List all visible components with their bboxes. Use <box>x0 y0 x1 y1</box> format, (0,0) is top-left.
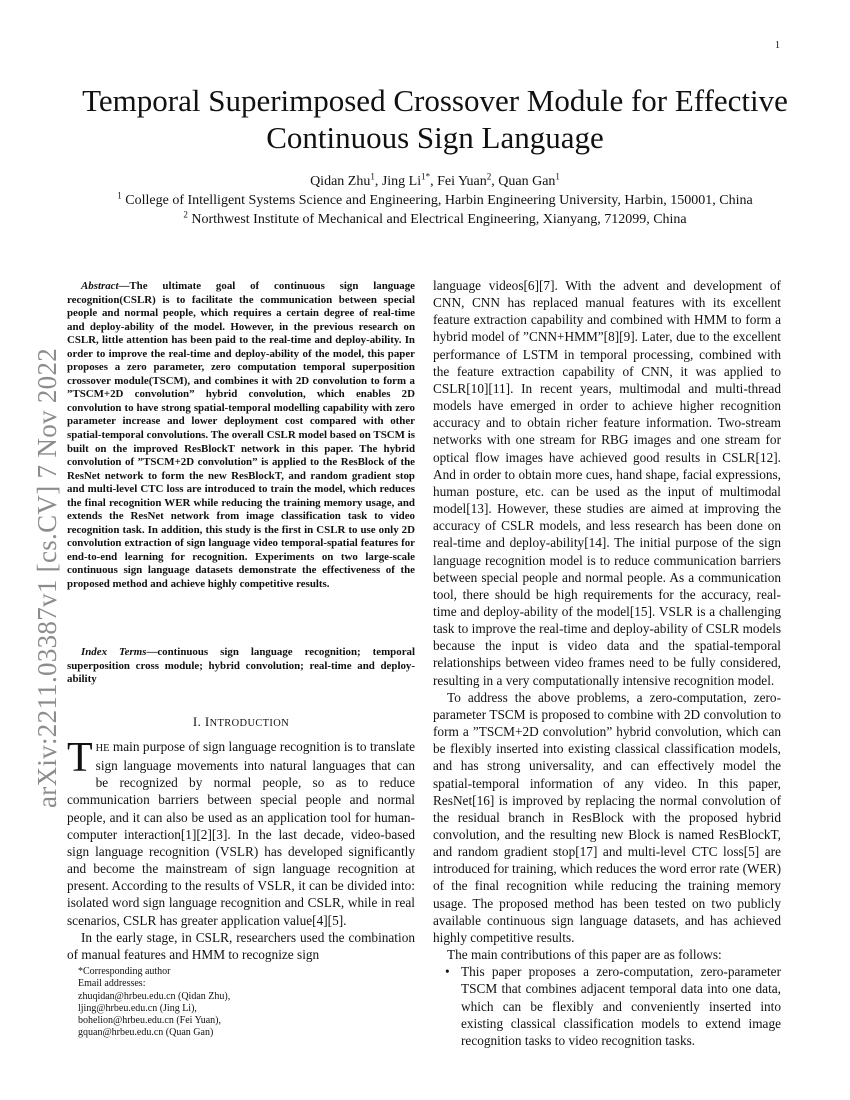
abstract-label: Abstract <box>81 280 119 292</box>
author-name: Quan Gan <box>498 174 556 189</box>
index-terms <box>67 646 415 687</box>
introduction-body <box>67 735 415 963</box>
corresponding-author-note: *Corresponding author <box>78 966 171 977</box>
section-heading <box>67 714 415 730</box>
body-paragraph: To address the above problems, a zero-computation, zero-parameter TSCM is proposed to combine with 2D convolution to form a ”TSCM+2D convolution” hybrid convolution, which can be flexibly inserted into existing classical classification models, and has strong universality, and can effectively model the spatial-temporal information of any video. In this paper, ResNet[16] is improved by replacing the normal convolution of the residual branch in ResBlock with the proposed hybrid convolution, and the resulting new Block is named ResBlockT, and random gradient stop[17] and multi-level CTC loss[5] are introduced for training, which reduces the word error rate (WER) of the final recognition while reducing the training memory usage. The proposed method has been tested on two publicly available continuous sign language datasets, and has achieved highly competitive results. <box>433 689 781 945</box>
email-entry: ljing@hrbeu.edu.cn (Jing Li), <box>78 1002 197 1014</box>
index-terms-text: —continuous sign language recognition; temporal superposition cross module; hybrid convolution; real-time and deploy-ability <box>67 646 415 686</box>
intro-paragraph: In the early stage, in CSLR, researchers used the combination of manual features and HMM to recognize sign <box>67 929 415 962</box>
paper-title: Temporal Superimposed Crossover Module for Effective Continuous Sign Language <box>82 83 788 155</box>
affiliation <box>40 190 830 209</box>
footnote <box>78 966 230 1040</box>
abstract <box>67 280 415 592</box>
intro-paragraph: main purpose of sign language recognition is to translate sign language movements into natural languages that can be recognized by normal people, so as to reduce communication barriers between special people and normal people, and it can also be used as an application tool for human-computer interaction[1][2][3]. In the last decade, video-based sign language recognition (VSLR) has developed significantly and become the mainstream of sign language recognition at present. According to the results of VSLR, it can be divided into: isolated word sign language recognition and CSLR, while in real scenarios, CSLR has greater application value[4][5]. <box>67 739 415 928</box>
body-paragraph: language videos[6][7]. With the advent and development of CNN, CNN has replaced manual features with its excellent feature extraction capability and combined with HMM to form a hybrid model of ”CNN+HMM”[8][9]. Later, due to the excellent performance of LSTM in temporal processing, combined with the feature extraction capability of CNN, it was applied to CSLR[10][11]. In recent years, multimodal and multi-thread models have emerged in order to achieve higher recognition accuracy and to obtain richer feature information. Two-stream networks with one stream for RBG images and one stream for optical flow images have achieved good results in CSLR[12]. And in order to obtain more cues, hand shape, facial expressions, human posture, etc. can be used as the input of multimodal model[13]. However, these studies are aimed at improving the accuracy of CSLR models, and less research has been done on real-time and deploy-ability[14]. The initial purpose of the sign language recognition model is to reduce communication barriers between special people and normal people. As a communication tool, there should be high requirements for the accuracy, real-time and deploy-ability of the model[15]. VSLR is a challenging task to improve the real-time and deploy-ability of CSLR models because the input is video data and the spatial-temporal relationships between video frames need to be fully considered, resulting in a very computationally intensive recognition model. <box>433 278 781 688</box>
index-terms-label: Index Terms <box>81 646 147 658</box>
arxiv-stamp: arXiv:2211.03387v1 [cs.CV] 7 Nov 2022 <box>32 347 62 808</box>
affiliation-mark: 2 <box>183 209 188 220</box>
abstract-text: —The ultimate goal of continuous sign language recognition(CSLR) is to facilitate the communication between special people and normal people, which requires a certain degree of real-time and deploy-ability of the model. However, in the previous research on CSLR, little attention has been paid to the real-time and deploy-ability. In order to improve the real-time and deploy-ability of the model, this paper proposes a zero parameter, zero computation temporal superposition crossover module(TSCM), and combines it with 2D convolution to form a ”TSCM+2D convolution” hybrid convolution, which enables 2D convolution to have strong spatial-temporal modelling capability with zero parameter increase and lower deployment cost compared with other spatial-temporal convolutions. The overall CSLR model based on TSCM is built on the improved ResBlockT network in this paper. The hybrid convolution of ”TSCM+2D convolution” is applied to the ResBlock of the ResNet network to form the new ResBlockT, and random gradient stop and multi-level CTC loss are introduced to train the model, which reduces the final recognition WER while reducing the training memory usage, and extends the ResNet network from image classification task to video recognition task. In addition, this study is the first in CSLR to use only 2D convolution extraction of sign language video temporal-spatial features for end-to-end learning for recognition. Experiments on two large-scale continuous sign language datasets demonstrate the effectiveness of the proposed method and achieve highly competitive results. <box>67 280 415 591</box>
affiliation-text: College of Intelligent Systems Science and Engineering, Harbin Engineering University, Harbin, 150001, China <box>125 193 753 208</box>
drop-cap: T <box>67 735 93 781</box>
section-title-initial: I <box>204 714 210 729</box>
contributions-list <box>433 963 781 1049</box>
author-name: Jing Li <box>381 174 422 189</box>
author-mark: 1* <box>421 171 431 182</box>
email-label: Email addresses: <box>78 978 146 990</box>
author-name: Qidan Zhu <box>310 174 371 189</box>
author-name: Fei Yuan <box>437 174 487 189</box>
affiliation-mark: 1 <box>117 190 122 201</box>
section-title-rest: NTRODUCTION <box>209 718 290 729</box>
affiliation-text: Northwest Institute of Mechanical and Electrical Engineering, Xianyang, 712099, China <box>191 212 687 227</box>
body-paragraph: The main contributions of this paper are as follows: <box>447 947 722 963</box>
author-mark: 1 <box>555 171 560 182</box>
page-number: 1 <box>775 40 780 51</box>
list-item: • This paper proposes a zero-computation, zero-parameter TSCM that combines adjacent temporal data into one data, which can be flexibly and conveniently inserted into existing classical classification models to extend image recognition tasks to video recognition tasks. <box>433 963 781 1049</box>
intro-first-word: HE <box>95 743 110 754</box>
affiliation <box>40 209 830 228</box>
section-number: I. <box>192 714 205 729</box>
email-entry: gquan@hrbeu.edu.cn (Quan Gan) <box>78 1027 214 1039</box>
email-entry: bohelion@hrbeu.edu.cn (Fei Yuan), <box>78 1015 221 1027</box>
right-column-body <box>433 277 781 1049</box>
author-list: Qidan Zhu$^1$, Jing $Li^{1*}$, Fei Yuan$^2$, Quan Gan$^1$ <box>310 171 560 189</box>
author-mark: 1 <box>370 171 375 182</box>
email-entry: zhuqidan@hrbeu.edu.cn (Qidan Zhu), <box>78 990 231 1002</box>
author-mark: 2 <box>486 171 492 182</box>
